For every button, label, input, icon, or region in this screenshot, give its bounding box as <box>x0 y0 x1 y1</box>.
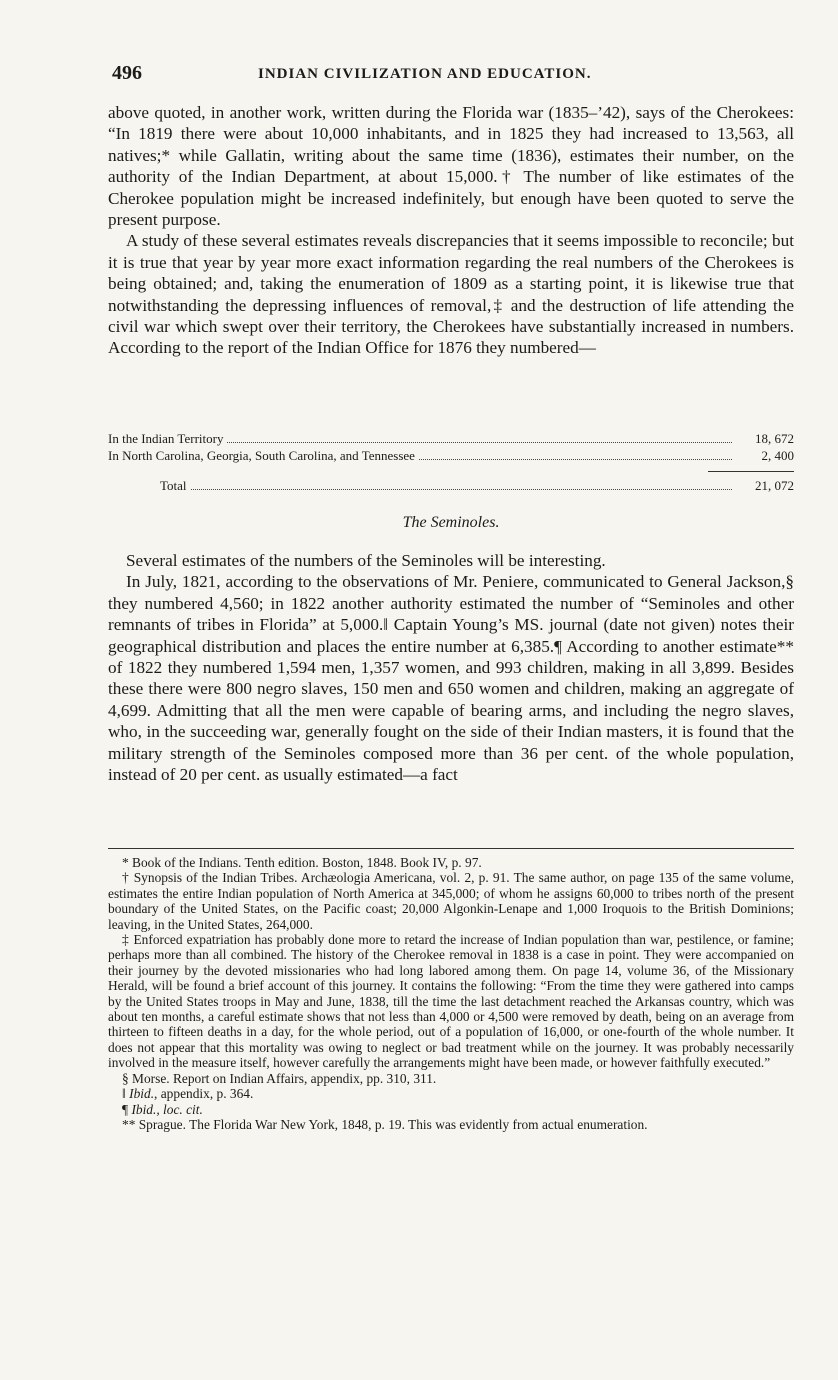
dot-leader <box>191 489 732 490</box>
footnote-2: † Synopsis of the Indian Tribes. Archæologia Americana, vol. 2, p. 91. The same author, on page 135 of the same volume, estimates the entire Indian population of North America at 345,000; of whom he assigns 60,000 to tribes north of the present boundary of the United States, on the Pacific coast; 20,000 Algonkin-Lenape and 1,000 Iroquois to the British Dominions; leaving, in the United States, 264,000. <box>108 870 794 932</box>
footnote-mark: ‖ <box>122 1086 126 1102</box>
seminole-text <box>108 550 794 785</box>
footnote-6 <box>108 1102 794 1117</box>
footnote-rule <box>108 848 794 849</box>
paragraph-continuation: above quoted, in another work, written during the Florida war (1835–’42), says of the Cherokees: “In 1819 there were about 10,000 inhabitants, and in 1825 they had increased to 13,563, all natives;* while Gallatin, writing about the same time (1836), estimates their number, on the authority of the Indian Department, at about 15,000.† The number of like estimates of the Cherokee population might be increased indefinitely, but enough have been quoted to serve the present purpose. <box>108 103 794 230</box>
footnote-ibid-loc-cit: Ibid., loc. cit. <box>131 1101 203 1117</box>
table-row <box>108 431 794 448</box>
dot-leader <box>419 459 732 460</box>
paragraph-estimates-study: A study of these several estimates reveals discrepancies that it seems impossible to reconcile; but it is true that year by year more exact information regarding the real numbers of the Cherokees is being obtained; and, taking the enumeration of 1809 as a starting point, it is likewise true that notwithstanding the depressing influences of removal,‡ and the destruction of life attending the civil war which swept over their territory, the Cherokees have substantially increased in numbers. According to the report of the Indian Office for 1876 they numbered— <box>108 231 794 358</box>
footnote-1: * Book of the Indians. Tenth edition. Boston, 1848. Book IV, p. 97. <box>122 855 482 870</box>
footnote-7: ** Sprague. The Florida War New York, 1848, p. 19. This was evidently from actual enumeration. <box>122 1116 648 1132</box>
footnote-rest: , appendix, p. 364. <box>154 1086 254 1102</box>
dot-leader <box>227 442 732 443</box>
total-label: Total <box>160 478 187 493</box>
footnote-mark: ¶ <box>122 1101 129 1117</box>
table-row <box>108 448 794 465</box>
section-title: The Seminoles. <box>402 514 500 531</box>
footnote-ibid: Ibid. <box>129 1086 155 1102</box>
footnote-5 <box>108 1086 794 1101</box>
paragraph-seminole-estimates: In July, 1821, according to the observations of Mr. Peniere, communicated to General Jackson,§ they numbered 4,560; in 1822 another authority estimated the number of “Seminoles and other remnants of tribes in Florida” at 5,000.‖ Captain Young’s MS. journal (date not given) notes their geographical distribution and places the entire number at 6,385.¶ According to another estimate** of 1822 they numbered 1,594 men, 1,357 women, and 993 children, making in all 3,899. Besides these there were 800 negro slaves, 150 men and 650 women and children, making an aggregate of 4,699. Admitting that all the men were capable of bearing arms, and including the negro slaves, who, in the succeeding war, generally fought on the side of their Indian masters, it is found that the military strength of the Seminoles composed more than 36 per cent. of the whole population, instead of 20 per cent. as usually estimated—a fact <box>108 572 794 785</box>
row-label: In the Indian Territory <box>108 431 224 446</box>
page-number: 496 <box>112 62 142 84</box>
running-title: INDIAN CIVILIZATION AND EDUCATION. <box>258 66 592 82</box>
total-value: 21, 072 <box>755 478 794 493</box>
footnotes <box>108 855 794 1132</box>
cherokee-text <box>108 102 794 359</box>
paragraph-seminole-intro: Several estimates of the numbers of the Seminoles will be interesting. <box>126 551 606 570</box>
cherokee-population-table <box>108 431 794 495</box>
table-total-row <box>108 478 794 495</box>
footnote-4: § Morse. Report on Indian Affairs, appendix, pp. 310, 311. <box>122 1070 437 1086</box>
table-rule <box>708 471 794 472</box>
page-header <box>108 62 794 86</box>
row-value: 18, 672 <box>755 431 794 446</box>
row-value: 2, 400 <box>761 448 794 463</box>
row-label: In North Carolina, Georgia, South Carolina, and Tennessee <box>108 448 415 463</box>
footnote-3: ‡ Enforced expatriation has probably done more to retard the increase of Indian population than war, pestilence, or famine; perhaps more than all combined. The history of the Cherokee removal in 1838 is a case in point. They were accompanied on their journey by the devoted missionaries who had long labored among them. On page 14, volume 36, of the Missionary Herald, will be found a brief account of this journey. It contains the following: “From the time they were gathered into camps by the United States troops in May and June, 1838, till the time the last detachment reached the Arkansas country, which was about ten months, a careful estimate shows that not less than 4,000 or 4,500 were removed by death, being on an average from thirteen to fifteen deaths in a day, for the whole period, out of a population of 16,000, or one-fourth of the whole number. It does not appear that this mortality was owing to neglect or bad treatment while on the journey. It was probably necessarily involved in the measure itself, however carefully the arrangements might have been made, or however faithfully executed.” <box>108 932 794 1071</box>
